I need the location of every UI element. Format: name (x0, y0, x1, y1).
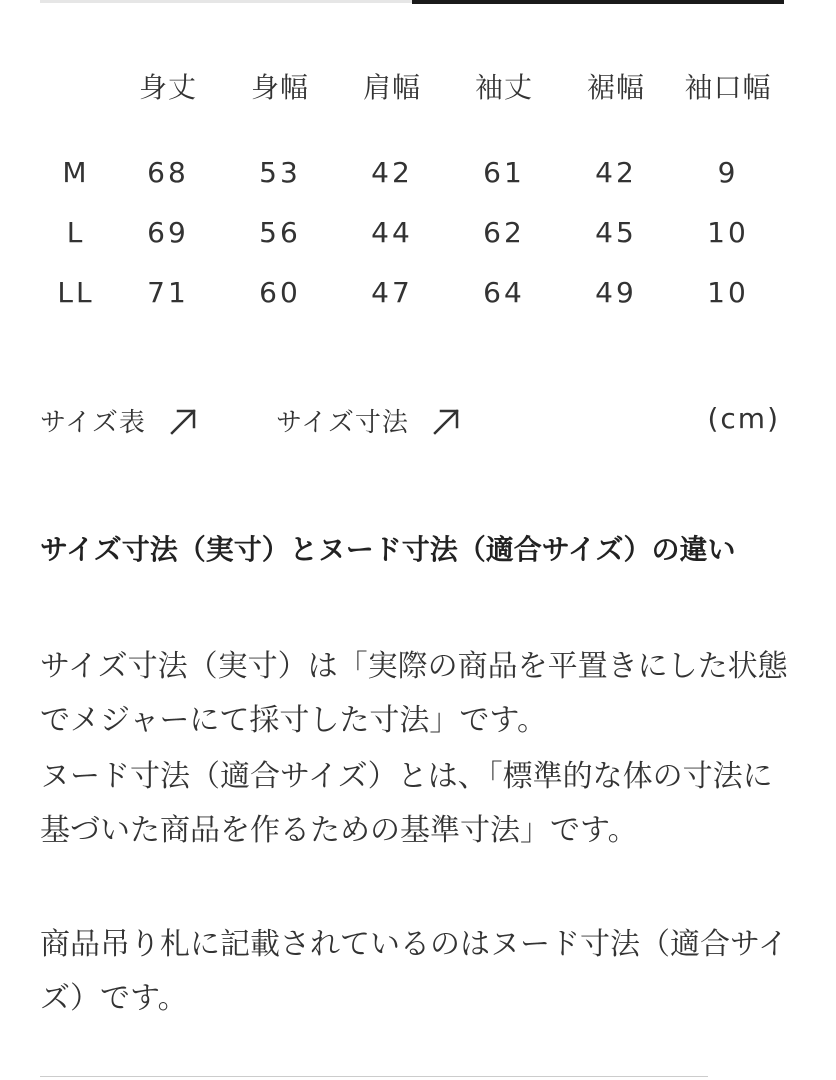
table-cell: 53 (259, 155, 301, 189)
table-cell: 9 (717, 155, 739, 189)
info-paragraph: ヌード寸法（適合サイズ）とは、「標準的な体の寸法に基づいた商品を作るための基準寸法」です。 (40, 759, 773, 848)
table-cell: 10 (707, 275, 749, 309)
table-cell: 56 (259, 215, 301, 249)
header-cell-size (40, 50, 112, 122)
info-paragraph: 商品吊り札に記載されているのはヌード寸法（適合サイズ）です。 (40, 927, 788, 1016)
table-row (40, 142, 784, 202)
table-row (40, 202, 784, 262)
table-cell: 45 (595, 215, 637, 249)
size-chart-link-label: サイズ表 (40, 408, 146, 438)
unit-label: (cm) (707, 402, 780, 435)
header-cell: 身丈 (138, 71, 197, 104)
table-cell: 10 (707, 215, 749, 249)
header-cell: 袖口幅 (684, 71, 772, 104)
table-cell: 64 (483, 275, 525, 309)
header-cell: 肩幅 (362, 71, 421, 104)
divider (40, 1076, 708, 1077)
table-cell: 42 (595, 155, 637, 189)
size-chart-link[interactable] (40, 402, 198, 439)
size-table-header-row (40, 50, 784, 122)
header-cell: 身幅 (250, 71, 309, 104)
size-dimensions-link-label: サイズ寸法 (276, 408, 409, 438)
header-cell: 袖丈 (474, 71, 533, 104)
table-cell: 69 (147, 215, 189, 249)
size-difference-heading: サイズ寸法（実寸）とヌード寸法（適合サイズ）の違い (40, 533, 736, 566)
table-row (40, 262, 784, 322)
table-cell: 47 (371, 275, 413, 309)
info-paragraph: サイズ寸法（実寸）は「実際の商品を平置きにした状態でメジャーにて採寸した寸法」です。 (40, 649, 788, 738)
tab-indicator-active (412, 0, 784, 4)
size-label: LL (57, 275, 95, 309)
table-cell: 71 (147, 275, 189, 309)
size-dimensions-link[interactable] (276, 402, 461, 439)
table-cell: 42 (371, 155, 413, 189)
table-cell: 68 (147, 155, 189, 189)
external-arrow-icon (168, 406, 198, 436)
table-cell: 49 (595, 275, 637, 309)
external-arrow-icon (431, 406, 461, 436)
table-cell: 60 (259, 275, 301, 309)
size-links-bar (40, 402, 784, 450)
table-cell: 44 (371, 215, 413, 249)
table-cell: 62 (483, 215, 525, 249)
table-cell: 61 (483, 155, 525, 189)
size-label: M (62, 155, 90, 189)
size-table (40, 50, 784, 322)
header-cell: 裾幅 (586, 71, 645, 104)
size-label: L (66, 215, 86, 249)
tab-indicator-inactive (40, 0, 412, 3)
